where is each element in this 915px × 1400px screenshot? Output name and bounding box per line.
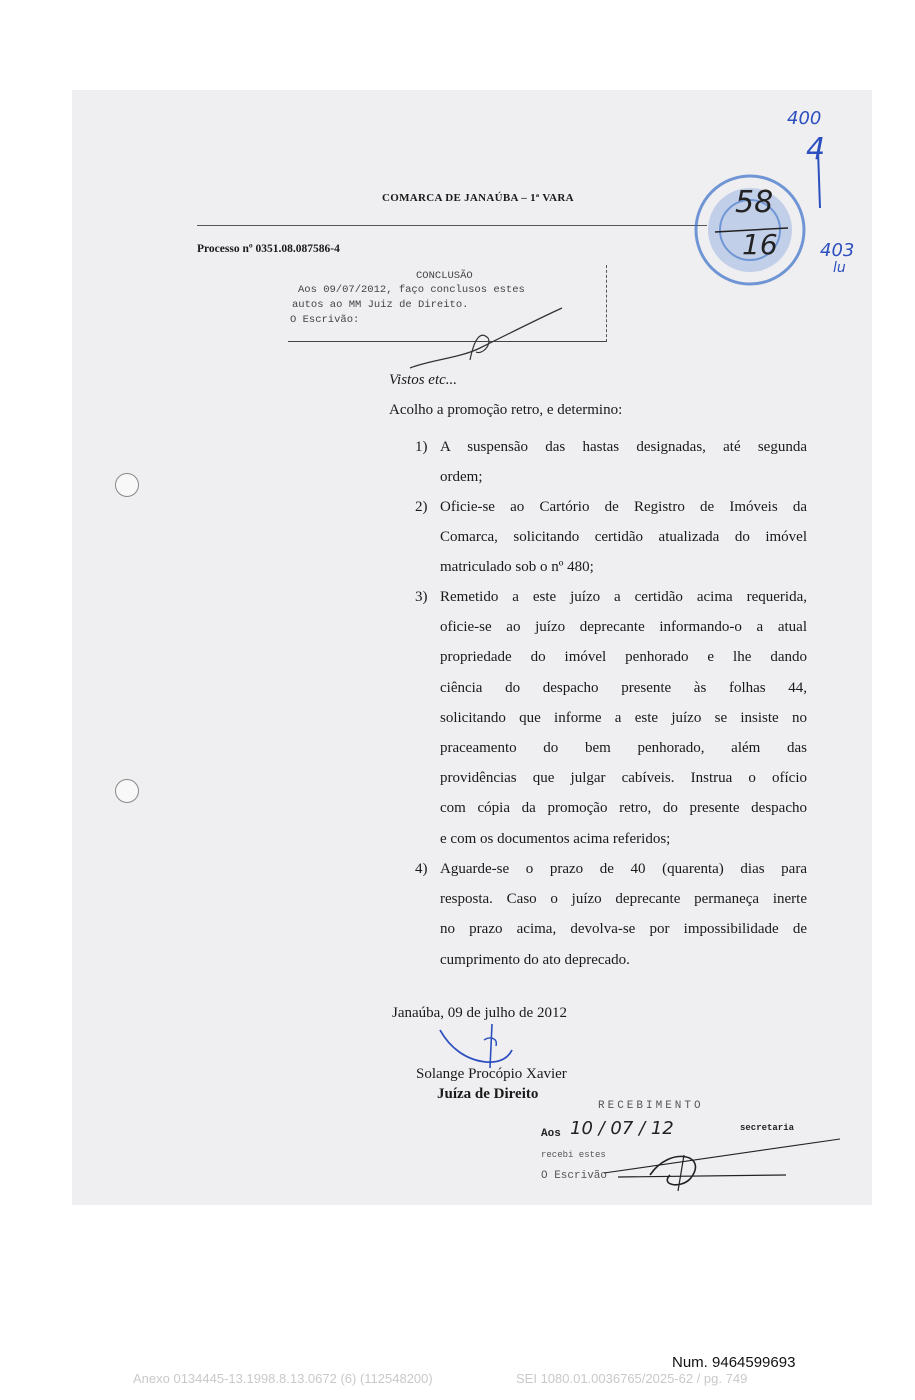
seal-page-number-2: 16: [742, 228, 778, 261]
order-item-line: oficie-se ao juízo deprecante informando-o a atual: [440, 619, 807, 636]
sei-reference: SEI 1080.01.0036765/2025-62 / pg. 749: [516, 1371, 748, 1386]
annex-reference: Anexo 0134445-13.1998.8.13.0672 (6) (112548200): [133, 1371, 433, 1386]
judge-name: Solange Procópio Xavier: [416, 1066, 567, 1082]
judge-title: Juíza de Direito: [437, 1086, 539, 1102]
order-item-number: 1): [415, 439, 428, 455]
punch-hole-top: [115, 473, 139, 497]
order-item-line: propriedade do imóvel penhorado e lhe dando: [440, 649, 807, 666]
order-item-line: com cópia da promoção retro, do presente despacho: [440, 800, 807, 817]
order-item-line: ordem;: [440, 469, 483, 486]
punch-hole-bottom: [115, 779, 139, 803]
order-item-line: providências que julgar cabíveis. Instrua o ofício: [440, 770, 807, 787]
order-item-line: cumprimento do ato deprecado.: [440, 951, 630, 968]
order-item-line: Comarca, solicitando certidão atualizada do imóvel: [440, 529, 807, 546]
intro-paragraph: Acolho a promoção retro, e determino:: [389, 402, 623, 418]
order-item-text: [440, 582, 807, 854]
receipt-secretaria: secretaria: [740, 1123, 795, 1133]
handwritten-page-403: 403: [820, 240, 855, 261]
order-item-number: 2): [415, 499, 428, 515]
receipt-escrivao: O Escrivão: [541, 1170, 608, 1182]
order-item-line: Oficie-se ao Cartório de Registro de Imóveis da: [440, 499, 807, 515]
process-number: Processo nº 0351.08.087586-4: [197, 243, 340, 255]
handwritten-page-400: 400: [787, 108, 822, 129]
conclusion-title: CONCLUSÃO: [416, 270, 473, 282]
receipt-signature: [600, 1135, 850, 1195]
order-item-line: no prazo acima, devolva-se por impossibilidade de: [440, 921, 807, 938]
judge-signature: [436, 1018, 526, 1073]
header-rule: [197, 225, 707, 226]
conclusion-line-2: autos ao MM Juiz de Direito.: [292, 299, 469, 311]
clerk-signature: [400, 300, 570, 380]
order-item-line: A suspensão das hastas designadas, até segunda: [440, 439, 807, 455]
receipt-aos: Aos: [541, 1128, 561, 1140]
order-item-line: matriculado sob o nº 480;: [440, 559, 594, 576]
handwritten-mark: 4: [806, 132, 826, 167]
receipt-title: RECEBIMENTO: [598, 1100, 704, 1112]
order-item-number: 3): [415, 589, 428, 605]
seal-page-number: 58: [735, 185, 774, 220]
conclusion-line-1: Aos 09/07/2012, faço conclusos estes: [298, 284, 525, 296]
order-item-number: 4): [415, 861, 428, 877]
order-item-line: ciência do despacho presente às folhas 44,: [440, 679, 807, 696]
handwritten-initials: lu: [833, 260, 846, 276]
document-number: Num. 9464599693: [672, 1354, 796, 1371]
order-item-line: Remetido a este juízo a certidão acima requerida,: [440, 589, 807, 605]
order-item-line: e com os documentos acima referidos;: [440, 830, 671, 847]
order-item-line: praceamento do bem penhorado, além das: [440, 740, 807, 757]
blue-vertical-stroke: [812, 150, 826, 210]
greeting: Vistos etc...: [389, 372, 458, 388]
order-item-text: [440, 432, 807, 492]
conclusion-line-3: O Escrivão:: [290, 314, 360, 326]
date-line: Janaúba, 09 de julho de 2012: [392, 1005, 567, 1021]
receipt-recebi: recebi estes: [541, 1150, 606, 1160]
receipt-date: 10 / 07 / 12: [570, 1118, 674, 1139]
order-item-line: Aguarde-se o prazo de 40 (quarenta) dias para: [440, 861, 807, 877]
order-item-line: solicitando que informe a este juízo se insiste no: [440, 709, 807, 726]
court-header: COMARCA DE JANAÚBA – 1ª VARA: [382, 192, 574, 204]
order-item-text: [440, 854, 807, 975]
order-item-text: [440, 492, 807, 583]
order-item-line: resposta. Caso o juízo deprecante permaneça inerte: [440, 891, 807, 908]
